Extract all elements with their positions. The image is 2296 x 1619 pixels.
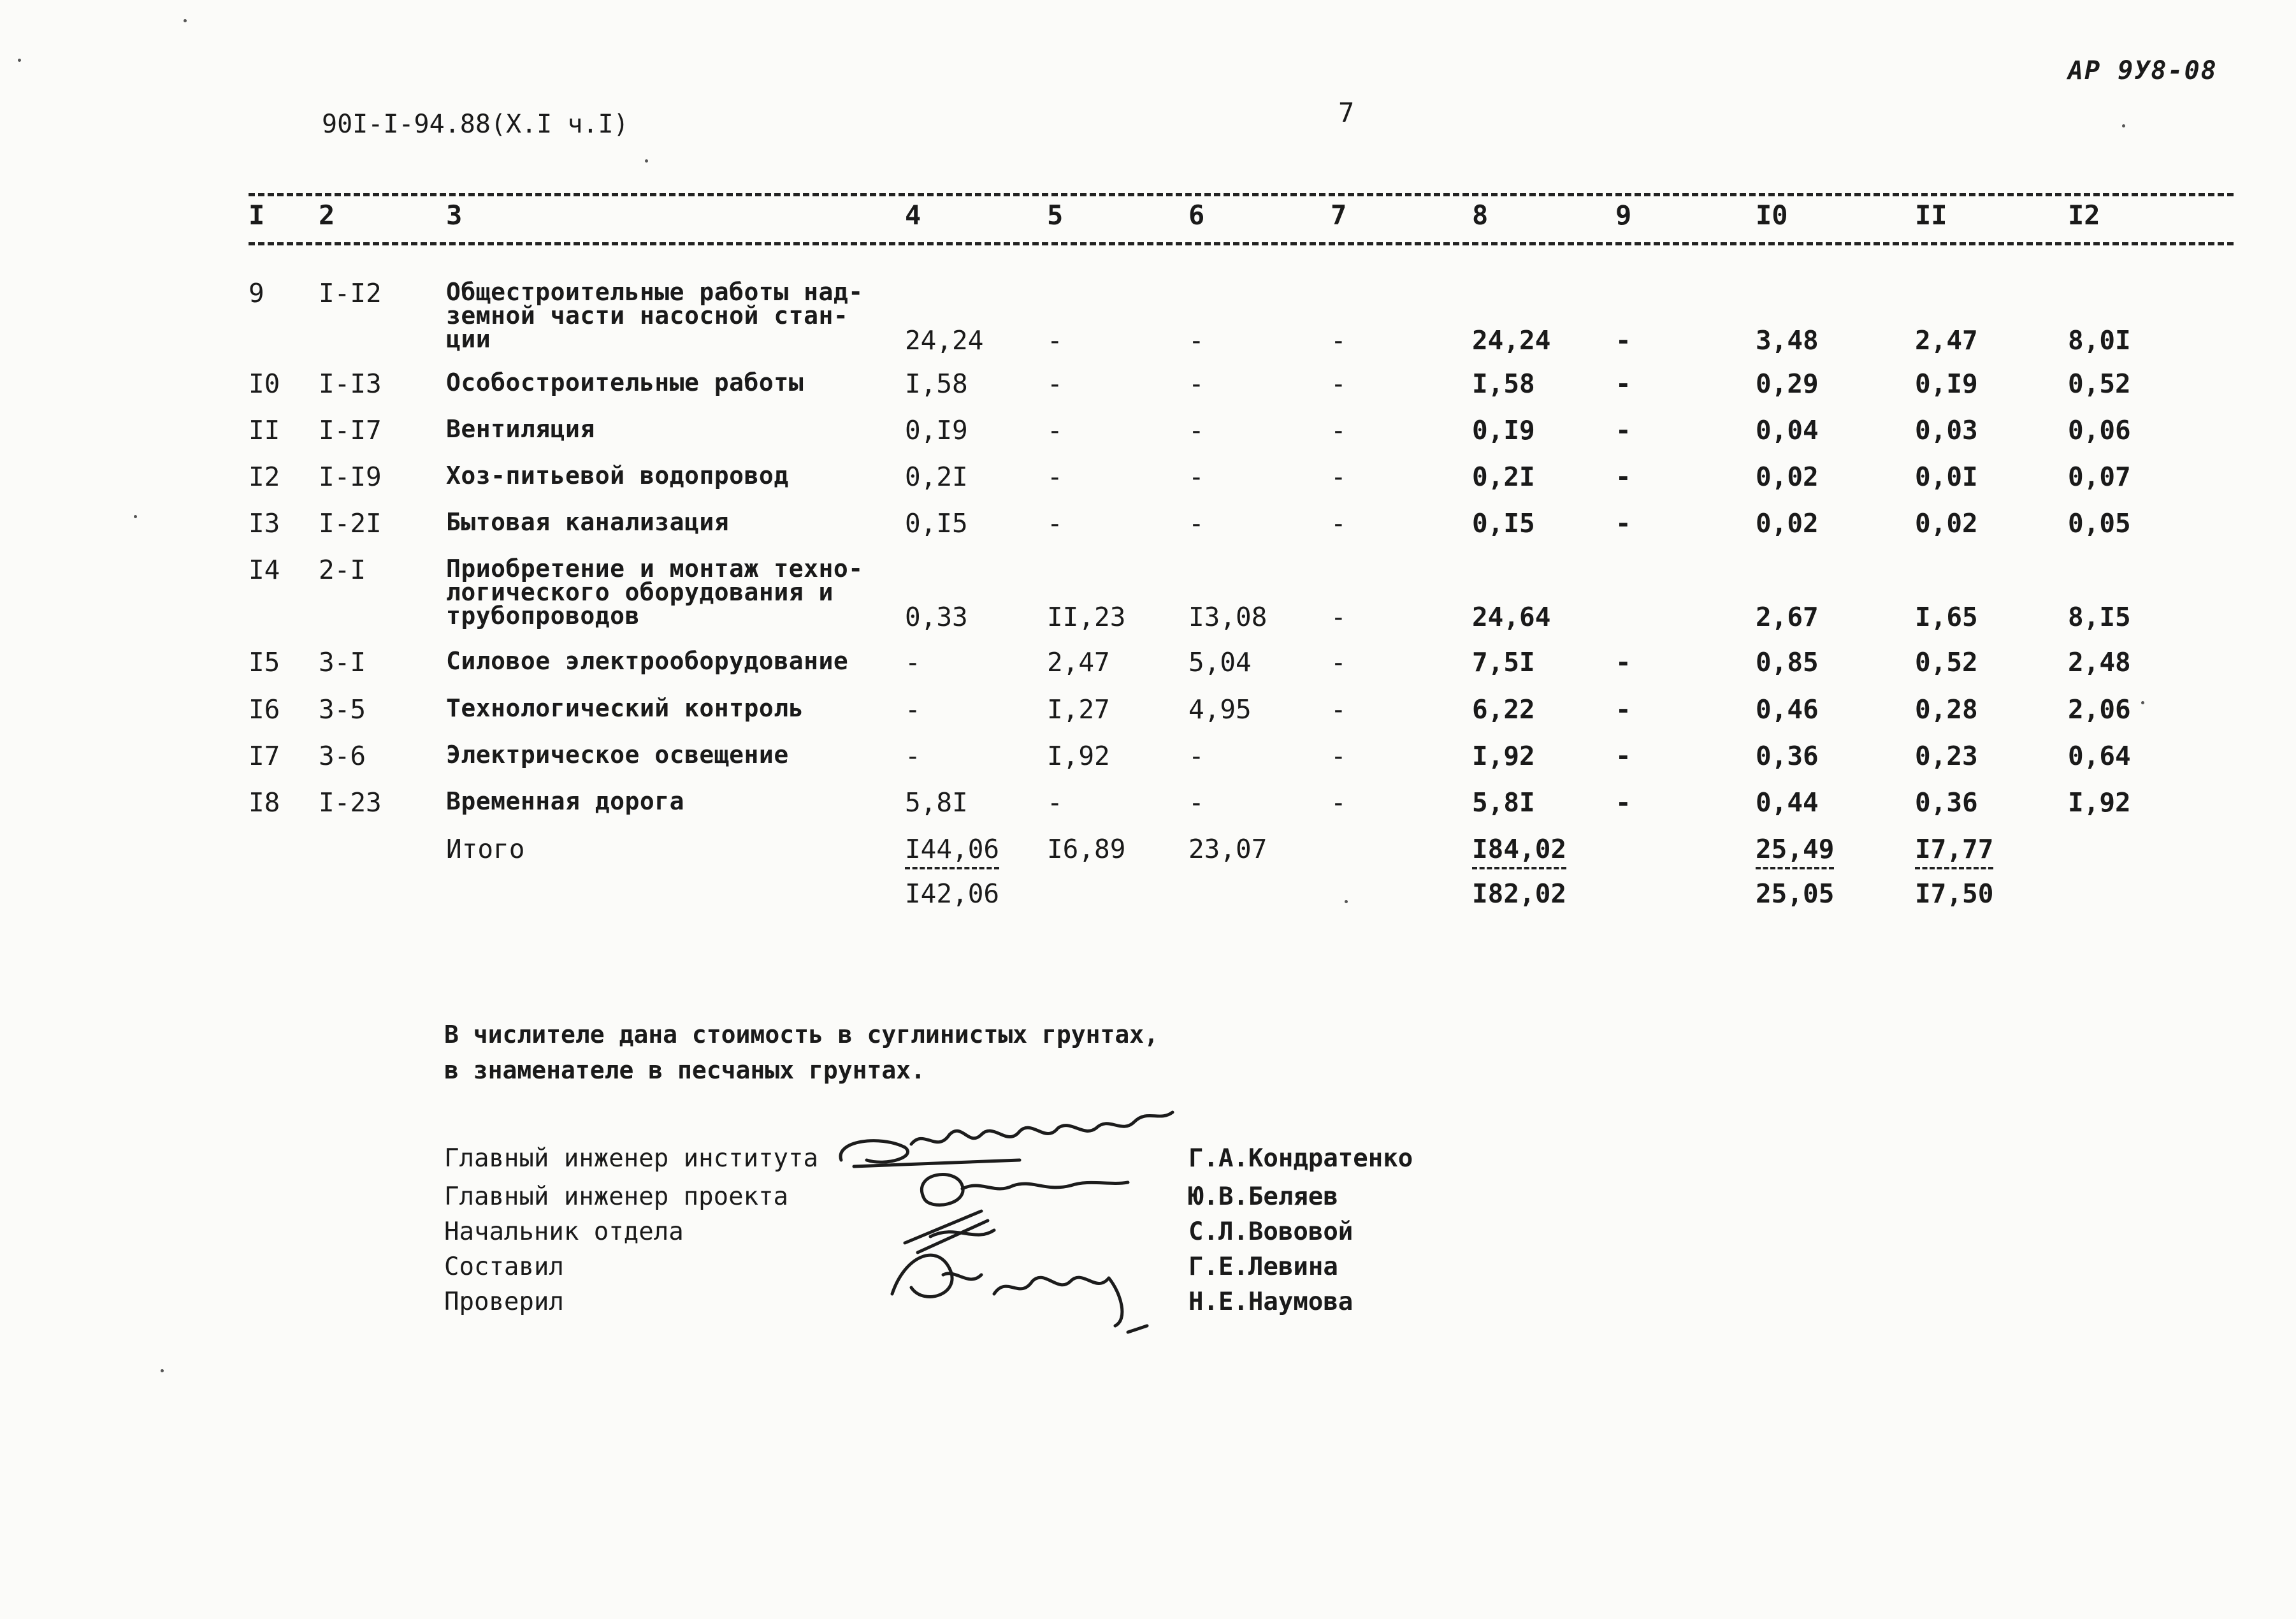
- value-col-10: 3,48: [1756, 325, 1819, 356]
- total-denominator-col-8: I82,02: [1472, 878, 1567, 909]
- total-denominator-col-4: I42,06: [905, 878, 1000, 909]
- signatory-title: Главный инженер проекта: [444, 1182, 789, 1211]
- signatory-name: Ю.В.Беляев: [1188, 1182, 1338, 1211]
- value-col-6: -: [1188, 508, 1204, 539]
- estimate-code: I-I9: [319, 461, 382, 492]
- column-header-5: 5: [1047, 200, 1064, 231]
- value-col-8: 24,64: [1472, 602, 1551, 632]
- total-numerator-col-8: I84,02: [1472, 834, 1566, 869]
- value-col-5: 2,47: [1047, 647, 1110, 678]
- value-col-10: 0,29: [1756, 368, 1819, 399]
- value-col-4: 0,I5: [905, 508, 968, 539]
- value-col-8: 7,5I: [1472, 647, 1535, 678]
- column-header-12: I2: [2068, 200, 2100, 231]
- estimate-code: I-2I: [319, 508, 382, 539]
- value-col-10: 0,85: [1756, 647, 1819, 678]
- value-col-4: -: [905, 694, 921, 725]
- value-col-10: 0,46: [1756, 694, 1819, 725]
- work-description: [446, 280, 863, 351]
- value-col-6: -: [1188, 415, 1204, 446]
- description-line: логического оборудования и: [446, 578, 834, 606]
- value-col-8: 0,I5: [1472, 508, 1535, 539]
- value-col-10: 0,36: [1756, 741, 1819, 771]
- total-col-6: 23,07: [1188, 834, 1267, 864]
- value-col-5: -: [1047, 325, 1063, 356]
- work-description: [446, 787, 685, 815]
- estimate-code: 3-6: [319, 741, 366, 771]
- value-col-5: -: [1047, 508, 1063, 539]
- description-line: Вентиляция: [446, 415, 595, 443]
- description-line: земной части насосной стан-: [446, 301, 849, 330]
- value-col-7: -: [1331, 787, 1347, 818]
- value-col-6: 4,95: [1188, 694, 1252, 725]
- estimate-code: 3-I: [319, 647, 366, 678]
- value-col-10: 0,02: [1756, 461, 1819, 492]
- value-col-5: II,23: [1047, 602, 1126, 632]
- value-col-9: -: [1615, 787, 1631, 818]
- archive-mark: АР 9У8-08: [2068, 56, 2218, 85]
- column-header-8: 8: [1472, 200, 1489, 231]
- description-line: трубопроводов: [446, 602, 640, 630]
- value-col-11: 0,03: [1915, 415, 1978, 446]
- value-col-4: 0,33: [905, 602, 968, 632]
- column-header-10: I0: [1756, 200, 1788, 231]
- column-header-6: 6: [1188, 200, 1205, 231]
- header-top-rule: [249, 193, 2234, 196]
- value-col-12: 0,05: [2068, 508, 2131, 539]
- value-col-8: I,58: [1472, 368, 1535, 399]
- description-line: Приобретение и монтаж техно-: [446, 555, 863, 583]
- signatory-title: Главный инженер института: [444, 1144, 818, 1173]
- estimate-code: I-I7: [319, 415, 382, 446]
- value-col-7: -: [1331, 647, 1347, 678]
- description-line: Бытовая канализация: [446, 508, 730, 536]
- column-header-4: 4: [905, 200, 921, 231]
- work-description: [446, 647, 849, 675]
- signatory-title: Составил: [444, 1252, 564, 1281]
- description-line: Электрическое освещение: [446, 741, 789, 769]
- estimate-code: 2-I: [319, 555, 366, 585]
- work-description: [446, 508, 730, 536]
- value-col-6: 5,04: [1188, 647, 1252, 678]
- value-col-4: -: [905, 741, 921, 771]
- description-line: Технологический контроль: [446, 694, 804, 722]
- value-col-9: -: [1615, 508, 1631, 539]
- value-col-11: I,65: [1915, 602, 1978, 632]
- total-denominator-col-10: 25,05: [1756, 878, 1835, 909]
- value-col-12: 2,06: [2068, 694, 2131, 725]
- column-header-9: 9: [1615, 200, 1632, 231]
- total-col-5: I6,89: [1047, 834, 1126, 864]
- value-col-10: 0,04: [1756, 415, 1819, 446]
- handwritten-signatures: [828, 1084, 1185, 1351]
- row-number: 9: [249, 278, 264, 309]
- row-number: I3: [249, 508, 280, 539]
- value-col-12: I,92: [2068, 787, 2131, 818]
- value-col-8: 0,2I: [1472, 461, 1535, 492]
- value-col-6: -: [1188, 787, 1204, 818]
- description-line: Силовое электрооборудование: [446, 647, 849, 675]
- column-header-11: II: [1915, 200, 1947, 231]
- footnote-line: в знаменателе в песчаных грунтах.: [444, 1056, 925, 1084]
- signatory-title: Начальник отдела: [444, 1217, 684, 1246]
- value-col-4: I,58: [905, 368, 968, 399]
- signatory-name: Н.Е.Наумова: [1188, 1288, 1354, 1316]
- value-col-11: 0,02: [1915, 508, 1978, 539]
- value-col-9: -: [1615, 741, 1631, 771]
- value-col-7: -: [1331, 415, 1347, 446]
- value-col-9: -: [1615, 694, 1631, 725]
- row-number: I6: [249, 694, 280, 725]
- row-number: I8: [249, 787, 280, 818]
- value-col-6: -: [1188, 741, 1204, 771]
- column-header-3: 3: [446, 200, 463, 231]
- work-description: [446, 461, 789, 490]
- value-col-4: 0,2I: [905, 461, 968, 492]
- signatory-name: С.Л.Вововой: [1188, 1217, 1354, 1246]
- estimate-code: I-23: [319, 787, 382, 818]
- value-col-12: 0,06: [2068, 415, 2131, 446]
- value-col-12: 8,I5: [2068, 602, 2131, 632]
- value-col-7: -: [1331, 694, 1347, 725]
- value-col-4: -: [905, 647, 921, 678]
- row-number: II: [249, 415, 280, 446]
- row-number: I0: [249, 368, 280, 399]
- total-label: Итого: [446, 834, 525, 864]
- total-numerator-col-10: 25,49: [1756, 834, 1834, 869]
- value-col-9: -: [1615, 415, 1631, 446]
- value-col-12: 8,0I: [2068, 325, 2131, 356]
- description-line: Временная дорога: [446, 787, 685, 815]
- row-number: I4: [249, 555, 280, 585]
- description-line: Хоз-питьевой водопровод: [446, 461, 789, 490]
- value-col-12: 0,07: [2068, 461, 2131, 492]
- value-col-7: -: [1331, 508, 1347, 539]
- value-col-11: 0,52: [1915, 647, 1978, 678]
- value-col-4: 24,24: [905, 325, 984, 356]
- value-col-9: -: [1615, 647, 1631, 678]
- description-line: Общестроительные работы над-: [446, 278, 863, 306]
- value-col-7: -: [1331, 461, 1347, 492]
- value-col-11: 0,I9: [1915, 368, 1978, 399]
- value-col-9: -: [1615, 325, 1631, 356]
- value-col-5: -: [1047, 368, 1063, 399]
- value-col-9: -: [1615, 461, 1631, 492]
- value-col-12: 0,64: [2068, 741, 2131, 771]
- value-col-6: -: [1188, 325, 1204, 356]
- value-col-11: 0,23: [1915, 741, 1978, 771]
- value-col-7: -: [1331, 368, 1347, 399]
- value-col-7: -: [1331, 741, 1347, 771]
- work-description: [446, 557, 863, 628]
- value-col-5: -: [1047, 461, 1063, 492]
- value-col-4: 5,8I: [905, 787, 968, 818]
- estimate-code: I-I2: [319, 278, 382, 309]
- row-number: I5: [249, 647, 280, 678]
- column-header-1: I: [249, 200, 265, 231]
- value-col-8: 6,22: [1472, 694, 1535, 725]
- row-number: I7: [249, 741, 280, 771]
- work-description: [446, 694, 804, 722]
- value-col-8: 0,I9: [1472, 415, 1535, 446]
- footnote-line: В числителе дана стоимость в суглинистых грунтах,: [444, 1020, 1159, 1049]
- value-col-10: 2,67: [1756, 602, 1819, 632]
- value-col-6: -: [1188, 461, 1204, 492]
- value-col-12: 2,48: [2068, 647, 2131, 678]
- signatory-name: Г.А.Кондратенко: [1188, 1144, 1413, 1173]
- total-numerator-col-4: I44,06: [905, 834, 999, 869]
- estimate-code: I-I3: [319, 368, 382, 399]
- work-description: [446, 368, 804, 396]
- work-description: [446, 743, 789, 767]
- row-number: I2: [249, 461, 280, 492]
- value-col-8: I,92: [1472, 741, 1535, 771]
- description-line: Особостроительные работы: [446, 368, 804, 396]
- column-header-7: 7: [1331, 200, 1347, 231]
- page-number: 7: [1338, 97, 1355, 128]
- work-description: [446, 417, 595, 441]
- document-code: 90I-I-94.88(X.I ч.I): [322, 110, 629, 139]
- signatory-title: Проверил: [444, 1288, 564, 1316]
- total-numerator-col-11: I7,77: [1915, 834, 1993, 869]
- value-col-7: -: [1331, 602, 1347, 632]
- column-header-2: 2: [319, 200, 335, 231]
- value-col-7: -: [1331, 325, 1347, 356]
- value-col-9: -: [1615, 368, 1631, 399]
- value-col-10: 0,02: [1756, 508, 1819, 539]
- value-col-4: 0,I9: [905, 415, 968, 446]
- value-col-5: -: [1047, 415, 1063, 446]
- value-col-11: 2,47: [1915, 325, 1978, 356]
- value-col-5: -: [1047, 787, 1063, 818]
- value-col-11: 0,36: [1915, 787, 1978, 818]
- estimate-code: 3-5: [319, 694, 366, 725]
- value-col-11: 0,0I: [1915, 461, 1978, 492]
- value-col-5: I,27: [1047, 694, 1110, 725]
- value-col-10: 0,44: [1756, 787, 1819, 818]
- value-col-12: 0,52: [2068, 368, 2131, 399]
- value-col-8: 5,8I: [1472, 787, 1535, 818]
- value-col-6: -: [1188, 368, 1204, 399]
- value-col-8: 24,24: [1472, 325, 1551, 356]
- header-bottom-rule: [249, 242, 2234, 245]
- description-line: ции: [446, 325, 491, 353]
- signatory-name: Г.Е.Левина: [1188, 1252, 1338, 1281]
- footnote: [444, 1017, 1159, 1088]
- value-col-5: I,92: [1047, 741, 1110, 771]
- value-col-11: 0,28: [1915, 694, 1978, 725]
- value-col-6: I3,08: [1188, 602, 1267, 632]
- total-denominator-col-11: I7,50: [1915, 878, 1994, 909]
